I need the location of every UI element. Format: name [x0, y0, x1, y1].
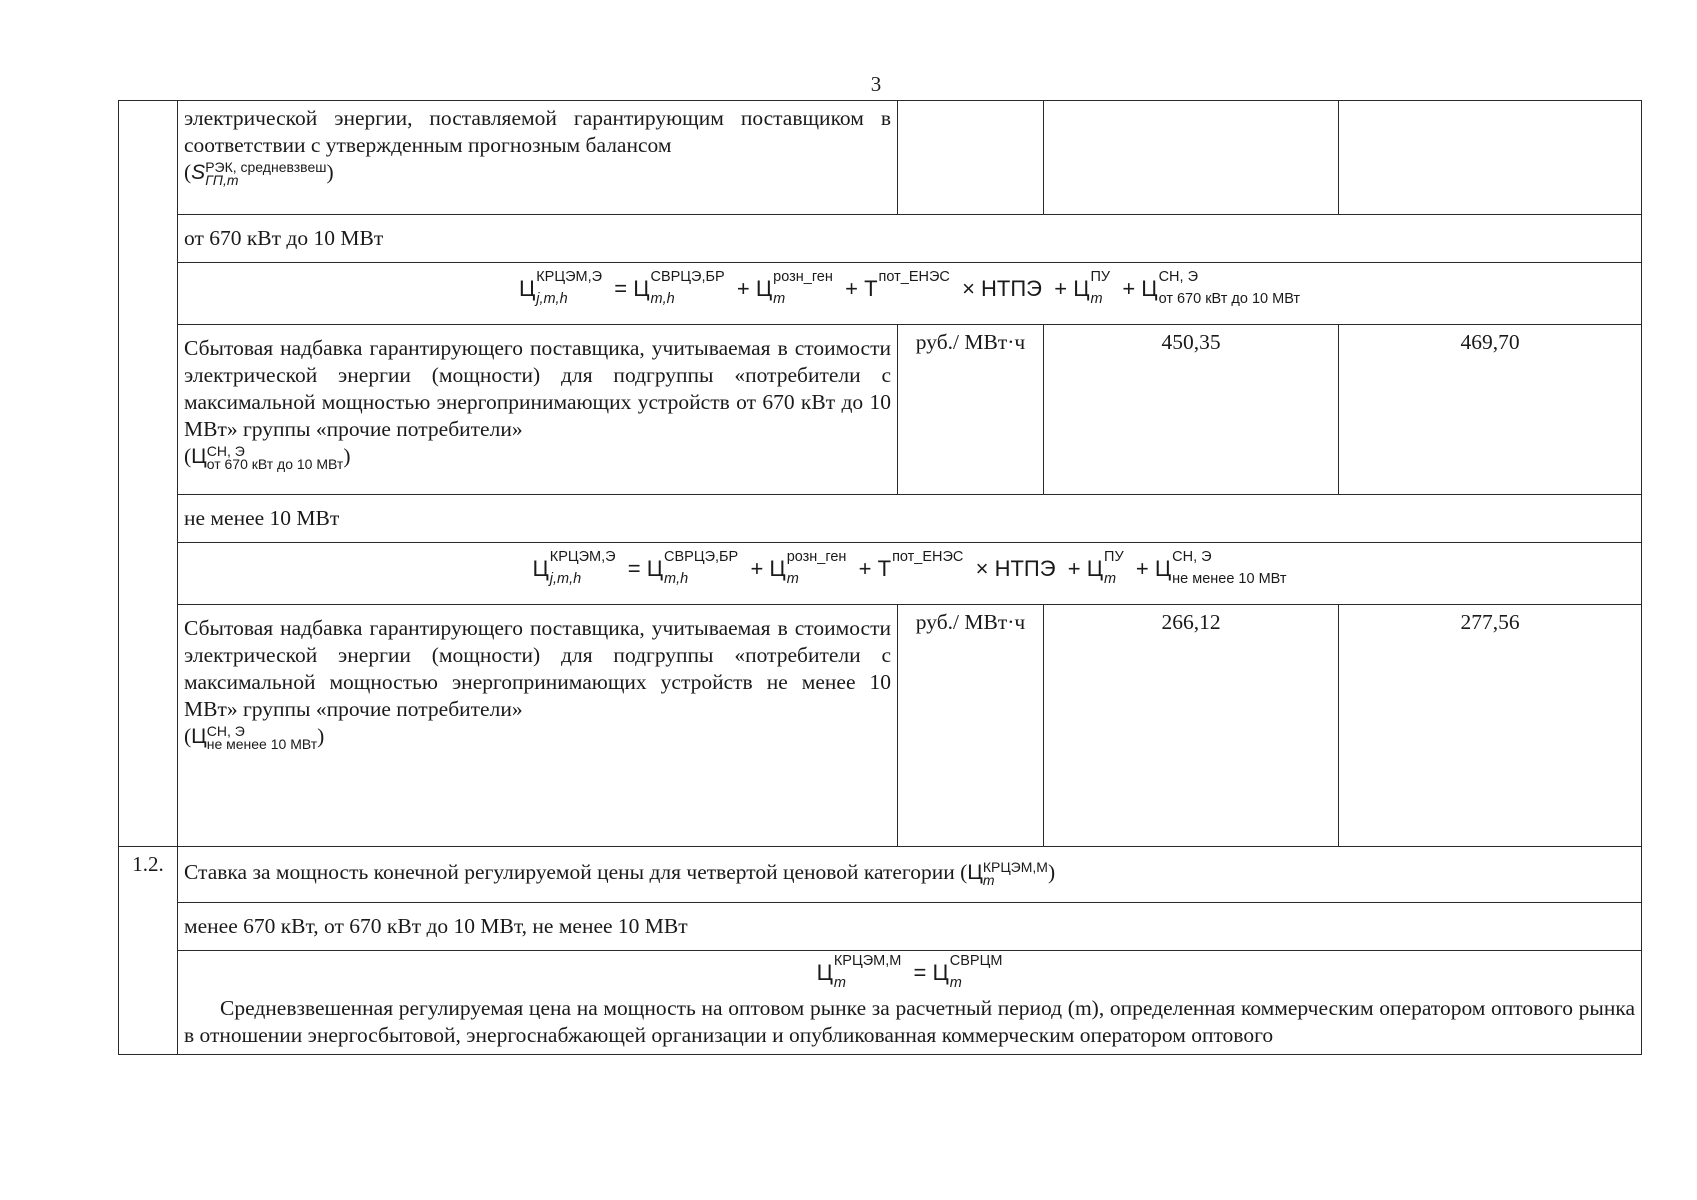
value-cell: 266,12	[1044, 605, 1339, 847]
markup-description: Сбытовая надбавка гарантирующего поставщика, учитываемая в стоимости электрической энергии (мощности) для подгруппы «потребители с максимальной мощностью энергопринимающих устройств от 670 кВт до 10 МВт» группы «прочие потребители»	[184, 336, 891, 441]
description-cell: Сбытовая надбавка гарантирующего поставщика, учитываемая в стоимости электрической энергии (мощности) для подгруппы «потребители с максимальной мощностью энергопринимающих устройств от 670 кВт до 10 МВт» группы «прочие потребители» (Ц СН, Э от 670 кВт до 10 МВт )	[178, 325, 898, 495]
value-cell	[1044, 101, 1339, 215]
table-row	[119, 325, 1642, 495]
value-cell: 277,56	[1339, 605, 1642, 847]
range-label: от 670 кВт до 10 МВт	[184, 226, 384, 250]
top-symbol-sup: РЭК, средневзвеш	[205, 159, 327, 176]
table-row	[119, 847, 1642, 903]
value-cell	[1339, 101, 1642, 215]
value-cell: 469,70	[1339, 325, 1642, 495]
top-description: электрической энергии, поставляемой гарантирующим поставщиком в соответствии с утвержденным прогнозным балансом	[184, 106, 891, 157]
section-title: Ставка за мощность конечной регулируемой цены для четвертой ценовой категории	[184, 860, 955, 884]
range-label-cell	[178, 215, 1642, 263]
unit-cell	[898, 101, 1044, 215]
top-symbol-sub: ГП,m	[205, 172, 239, 189]
tariff-table	[118, 100, 1642, 1055]
definition-paragraph: Средневзвешенная регулируемая цена на мощность на оптовом рынке за расчетный период (m), определенная коммерческим оператором оптового рынка в отношении энергосбытовой, энергоснабжающей организации и опубликованная коммерческим оператором оптового	[184, 996, 1635, 1047]
formula: Ц КРЦЭМ,М m = Ц СВРЦМ m	[816, 953, 1003, 992]
table-row	[119, 263, 1642, 325]
table-row	[119, 605, 1642, 847]
table-row	[119, 903, 1642, 951]
page-number: 3	[870, 72, 882, 96]
formula-cell	[178, 543, 1642, 605]
range-label: менее 670 кВт, от 670 кВт до 10 МВт, не менее 10 МВт	[184, 914, 688, 938]
formula-cell	[178, 263, 1642, 325]
section-number: 1.2.	[132, 852, 164, 876]
formula: Ц КРЦЭМ,Э j,m,h = Ц СВРЦЭ,БР m,h + Ц розн_ген m + Т пот_ЕНЭС × НТПЭ + Ц ПУ m + Ц СН, Э не менее 10 МВт	[532, 549, 1287, 588]
range-label-cell	[178, 495, 1642, 543]
unit-cell: руб./ МВт·ч	[898, 605, 1044, 847]
table-row	[119, 215, 1642, 263]
value-cell: 450,35	[1044, 325, 1339, 495]
table-row	[119, 951, 1642, 1055]
formula-text-cell	[178, 951, 1642, 1055]
range-label-cell	[178, 903, 1642, 951]
section-number-cell	[119, 847, 178, 1055]
section-title-cell: Ставка за мощность конечной регулируемой цены для четвертой ценовой категории (Ц КРЦЭМ,М m )	[178, 847, 1642, 903]
unit-cell: руб./ МВт·ч	[898, 325, 1044, 495]
description-cell: Сбытовая надбавка гарантирующего поставщика, учитываемая в стоимости электрической энергии (мощности) для подгруппы «потребители с максимальной мощностью энергопринимающих устройств не менее 10 МВт» группы «прочие потребители» (Ц СН, Э не менее 10 МВт )	[178, 605, 898, 847]
table-row	[119, 101, 1642, 215]
row-number-cell	[119, 101, 178, 847]
description-cell: электрической энергии, поставляемой гарантирующим поставщиком в соответствии с утвержденным прогнозным балансом (S РЭК, средневзвеш ГП,m )	[178, 101, 898, 215]
markup-description: Сбытовая надбавка гарантирующего поставщика, учитываемая в стоимости электрической энергии (мощности) для подгруппы «потребители с максимальной мощностью энергопринимающих устройств не менее 10 МВт» группы «прочие потребители»	[184, 616, 891, 721]
top-symbol: S	[191, 161, 206, 184]
table-row	[119, 543, 1642, 605]
formula: Ц КРЦЭМ,Э j,m,h = Ц СВРЦЭ,БР m,h + Ц розн_ген m + Т пот_ЕНЭС × НТПЭ + Ц ПУ m + Ц СН, Э от 670 кВт до 10 МВт	[518, 269, 1301, 308]
range-label: не менее 10 МВт	[184, 506, 340, 530]
table-row	[119, 495, 1642, 543]
